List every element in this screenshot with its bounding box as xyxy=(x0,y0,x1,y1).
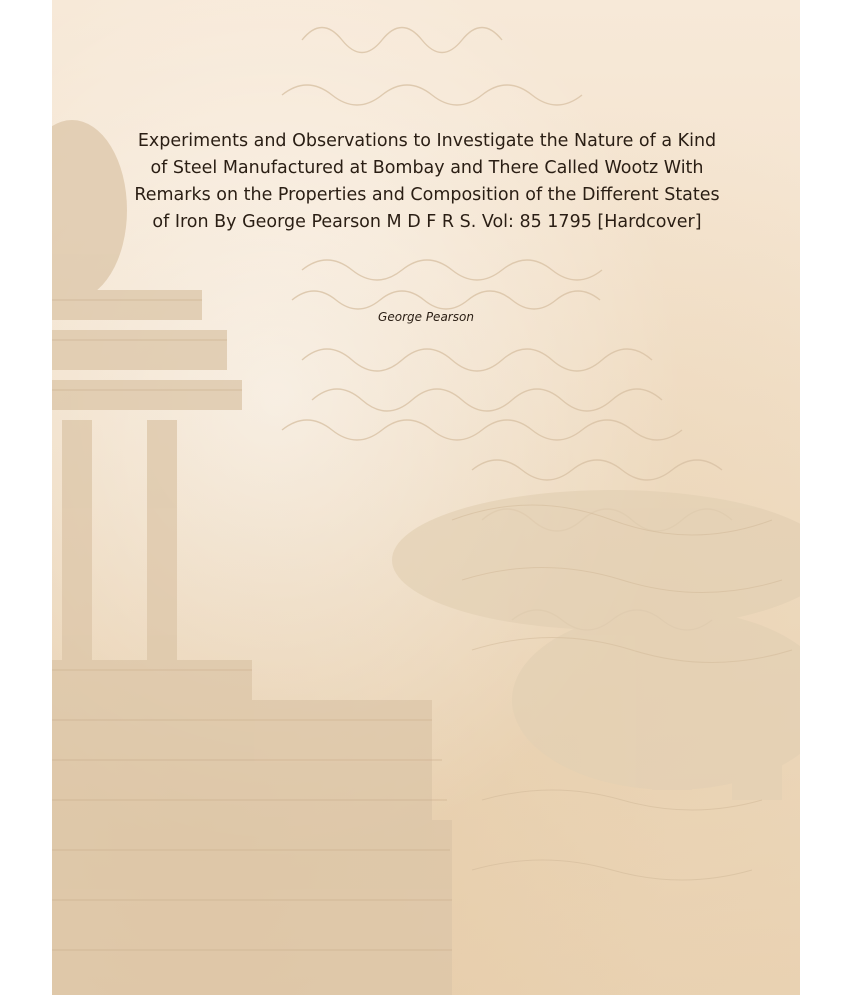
book-cover xyxy=(52,0,800,995)
book-title: Experiments and Observations to Investigate the Nature of a Kind of Steel Manufactured at Bombay and There Called Wootz With Remarks on the Properties and Composition of the Different States of Iron By George Pearson M D F R S. Vol: 85 1795 [Hardcover] xyxy=(134,131,720,232)
book-author: George Pearson xyxy=(378,310,474,324)
